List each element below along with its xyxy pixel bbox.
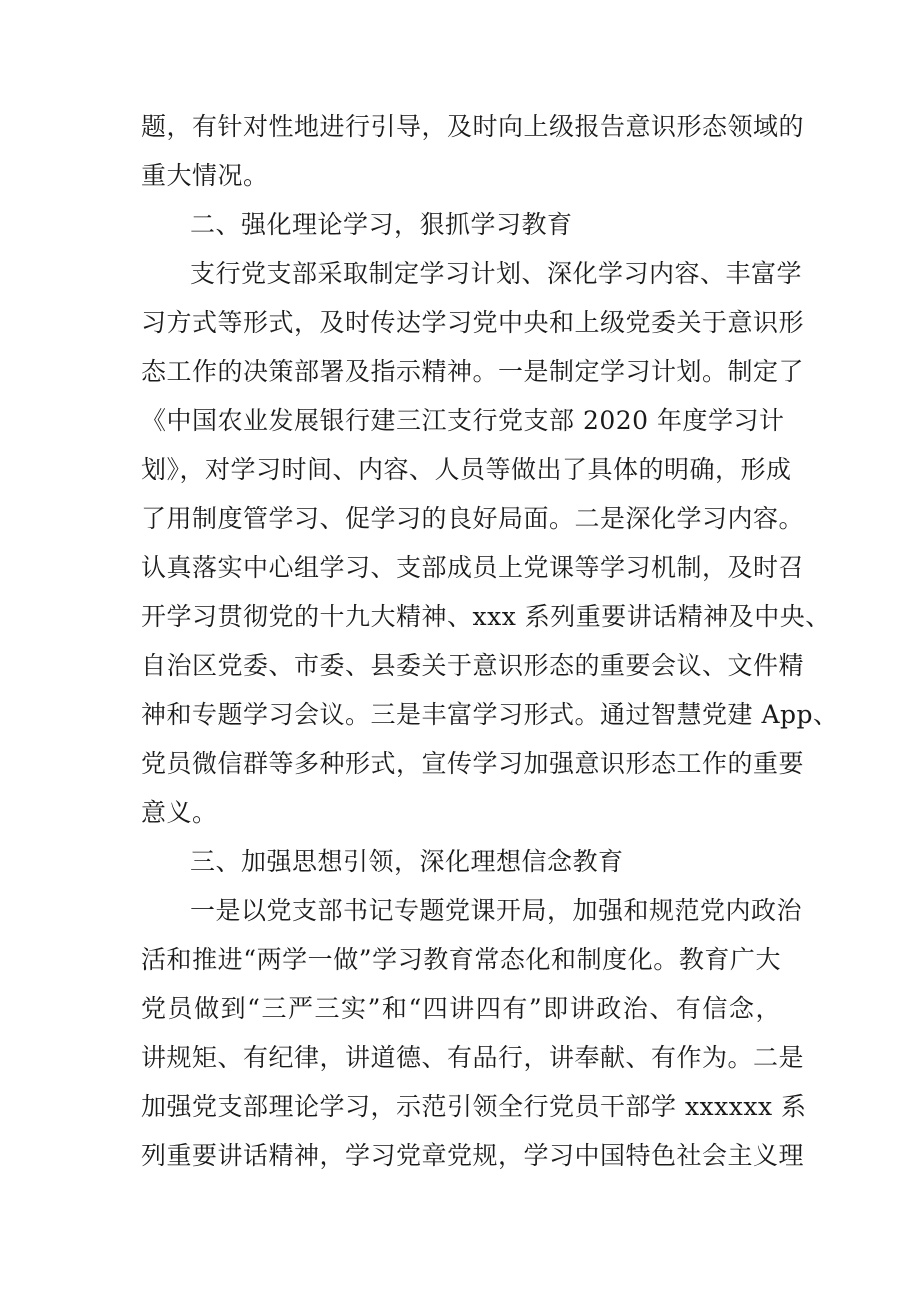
paragraph-line: 重大情况。 (141, 161, 269, 190)
paragraph-line: 了用制度管学习、促学习的良好局面。二是深化学习内容。 (141, 504, 805, 533)
section-heading: 二、强化理论学习，狠抓学习教育 (190, 210, 573, 239)
paragraph-line: 神和专题学习会议。三是丰富学习形式。通过智慧党建 App、 (141, 700, 839, 729)
paragraph-line: 开学习贯彻党的十九大精神、xxx 系列重要讲话精神及中央、 (141, 602, 831, 631)
paragraph-line: 支行党支部采取制定学习计划、深化学习内容、丰富学 (190, 259, 803, 288)
paragraph-line: 一是以党支部书记专题党课开局，加强和规范党内政治 (190, 896, 803, 925)
paragraph-line: 党员做到“三严三实”和“四讲四有”即讲政治、有信念， (141, 994, 781, 1023)
paragraph-line: 活和推进“两学一做”学习教育常态化和制度化。教育广大 (141, 945, 781, 974)
paragraph-line: 《中国农业发展银行建三江支行党支部 2020 年度学习计 (141, 406, 785, 435)
paragraph-line: 题，有针对性地进行引导，及时向上级报告意识形态领域的 (141, 112, 805, 141)
paragraph-line: 划》，对学习时间、内容、人员等做出了具体的明确，形成 (141, 455, 792, 484)
paragraph-line: 认真落实中心组学习、支部成员上党课等学习机制，及时召 (141, 553, 805, 582)
paragraph-line: 列重要讲话精神，学习党章党规，学习中国特色社会主义理 (141, 1141, 805, 1170)
paragraph-line: 态工作的决策部署及指示精神。一是制定学习计划。制定了 (141, 357, 805, 386)
paragraph-line: 讲规矩、有纪律，讲道德、有品行，讲奉献、有作为。二是 (141, 1043, 805, 1072)
paragraph-line: 自治区党委、市委、县委关于意识形态的重要会议、文件精 (141, 651, 805, 680)
section-heading: 三、加强思想引领，深化理想信念教育 (190, 847, 624, 876)
paragraph-line: 加强党支部理论学习，示范引领全行党员干部学 xxxxxx 系 (141, 1092, 807, 1121)
paragraph-line: 党员微信群等多种形式，宣传学习加强意识形态工作的重要 (141, 749, 805, 778)
paragraph-line: 意义。 (141, 798, 218, 827)
paragraph-line: 习方式等形式，及时传达学习党中央和上级党委关于意识形 (141, 308, 805, 337)
